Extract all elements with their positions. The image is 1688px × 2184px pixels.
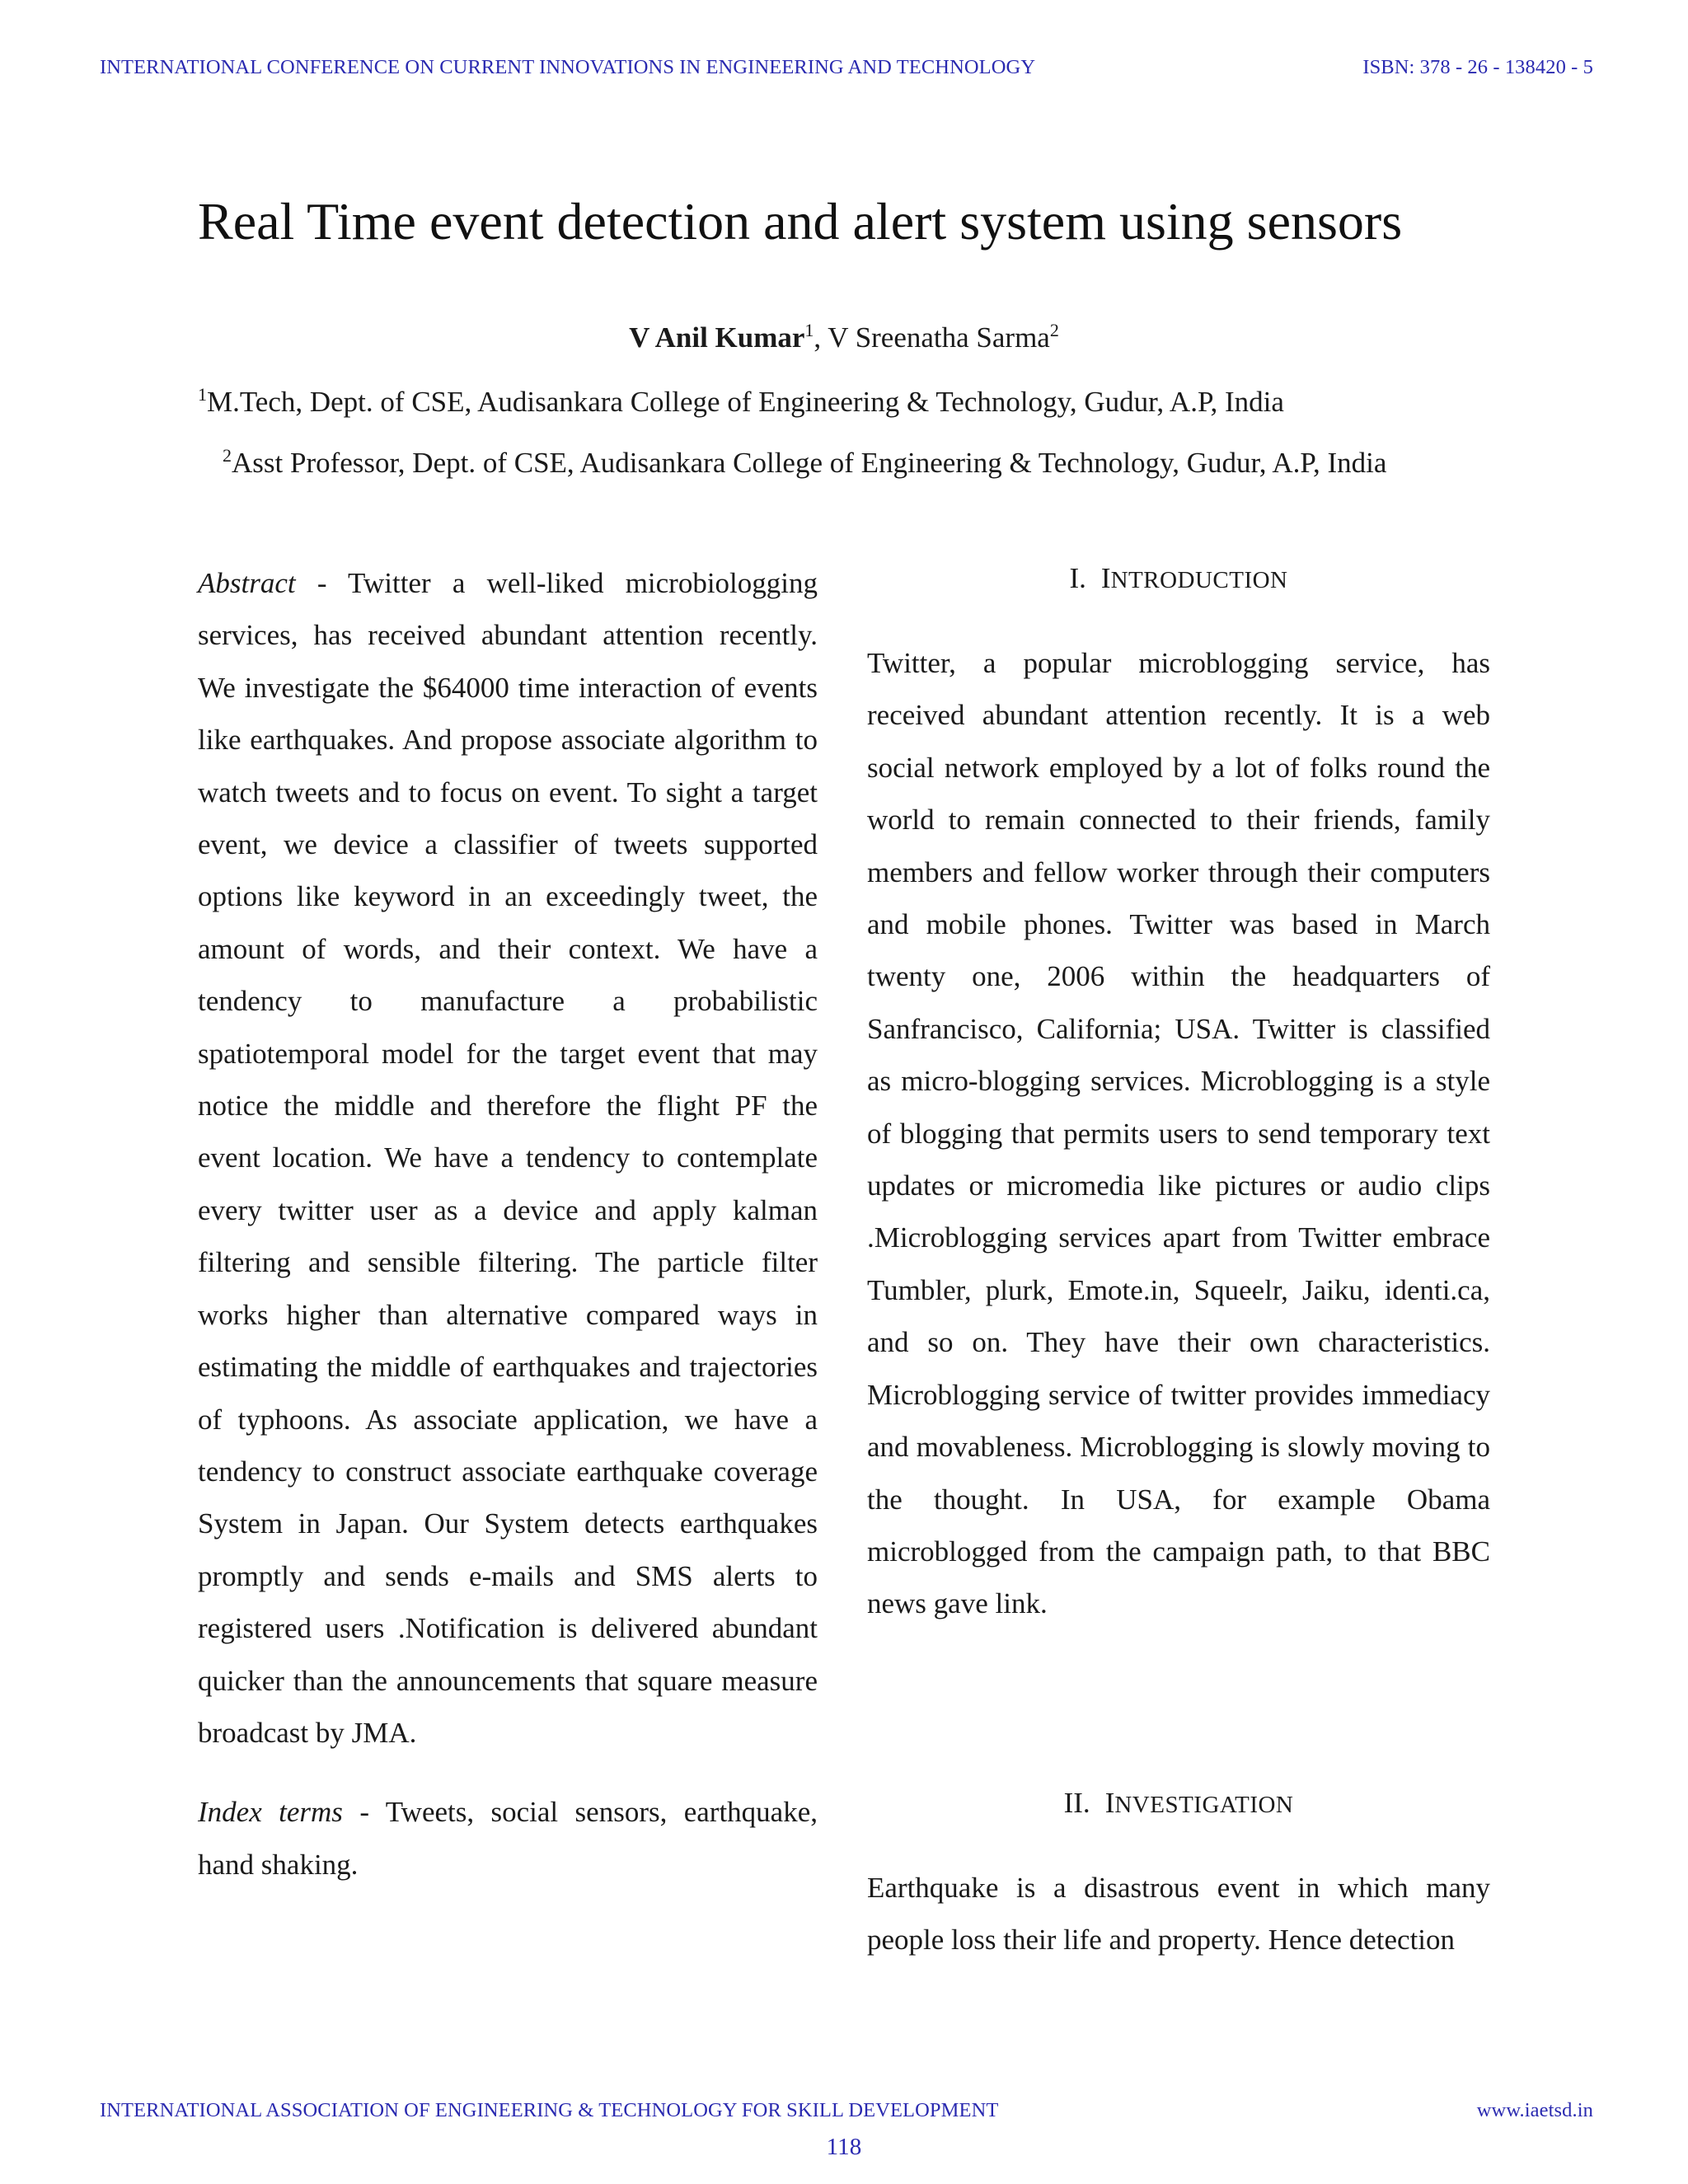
author-line: V Anil Kumar$^1$, V Sreenatha Sarma$^2$ xyxy=(629,320,1059,354)
author-superscript: 1 xyxy=(804,320,814,340)
paper-title: Real Time event detection and alert system using sensors xyxy=(198,192,1403,251)
abstract-text: - Twitter a well-liked microbiologging services, has received abundant attention recently. We investigate the $64000 time interaction of events like earthquakes. And propose associate algorithm to watch tweets and to focus on event. To sight a target event, we device a classifier of tweets supported options like keyword in an exceedingly tweet, the amount of words, and their context. We have a tendency to manufacture a probabilistic spatiotemporal model for the target event that may notice the middle and therefore the flight PF the event location. We have a tendency to contemplate every twitter user as a device and apply kalman filtering and sensible filtering. The particle filter works higher than alternative compared ways in estimating the middle of earthquakes and trajectories of typhoons. As associate application, we have a tendency to construct associate earthquake coverage System in Japan. Our System detects earthquakes promptly and sends e-mails and SMS alerts to registered users .Notification is delivered abundant quicker than the announcements that square measure broadcast by JMA. xyxy=(198,567,818,1749)
section-title-rest: NTRODUCTION xyxy=(1110,567,1288,593)
section-body-investigation xyxy=(867,1862,1490,1966)
index-terms-text: - Tweets, social sensors, earthquake, hand shaking. xyxy=(198,1796,818,1881)
author-name: V Sreenatha Sarma xyxy=(828,321,1050,354)
section-title-initial: I xyxy=(1104,1787,1115,1819)
page-number: 118 xyxy=(826,2134,862,2160)
footer-association: INTERNATIONAL ASSOCIATION OF ENGINEERING & TECHNOLOGY FOR SKILL DEVELOPMENT xyxy=(100,2099,999,2121)
author-name: V Anil Kumar xyxy=(629,321,805,354)
affiliation-2 xyxy=(223,447,1386,480)
abstract xyxy=(198,557,818,1759)
left-column xyxy=(198,557,818,1891)
running-header-conference: INTERNATIONAL CONFERENCE ON CURRENT INNOVATIONS IN ENGINEERING AND TECHNOLOGY xyxy=(100,56,1036,78)
section-heading-investigation xyxy=(867,1787,1490,1820)
affiliation-1 xyxy=(198,386,1284,419)
section-title-rest: NVESTIGATION xyxy=(1114,1792,1294,1818)
investigation-paragraph: Earthquake is a disastrous event in which many people loss their life and property. Hence detection xyxy=(867,1872,1490,1957)
section-title-initial: I xyxy=(1100,562,1111,594)
affiliation-text: Asst Professor, Dept. of CSE, Audisankara College of Engineering & Technology, Gudur, A.P, India xyxy=(232,447,1387,479)
abstract-label: Abstract xyxy=(198,567,296,599)
section-body-introduction xyxy=(867,637,1490,1630)
index-terms xyxy=(198,1786,818,1891)
author-superscript: 2 xyxy=(1049,320,1059,340)
affiliation-superscript: 2 xyxy=(223,445,232,466)
section-heading-introduction xyxy=(867,562,1490,595)
affiliation-superscript: 1 xyxy=(198,384,207,405)
footer-website: www.iaetsd.in xyxy=(1476,2099,1593,2121)
introduction-paragraph: Twitter, a popular microblogging service, has received abundant attention recently. It is a web social network employed by a lot of folks round the world to remain connected to their friends, family members and fellow worker through their computers and mobile phones. Twitter was based in March twenty one, 2006 within the headquarters of Sanfrancisco, California; USA. Twitter is classified as micro-blogging services. Microblogging is a style of blogging that permits users to send temporary text updates or micromedia like pictures or audio clips .Microblogging services apart from Twitter embrace Tumbler, plurk, Emote.in, Squeelr, Jaiku, identi.ca, and so on. They have their own characteristics. Microblogging service of twitter provides immediacy and movableness. Microblogging is slowly moving to the thought. In USA, for example Obama microblogged from the campaign path, to that BBC news gave link. xyxy=(867,647,1490,1620)
running-header-isbn: ISBN: 378 - 26 - 138420 - 5 xyxy=(1362,56,1593,78)
section-number: II. xyxy=(1063,1787,1090,1819)
section-number: I. xyxy=(1069,562,1086,594)
affiliation-text: M.Tech, Dept. of CSE, Audisankara College of Engineering & Technology, Gudur, A.P, India xyxy=(207,386,1284,418)
index-terms-label: Index terms xyxy=(198,1796,343,1829)
